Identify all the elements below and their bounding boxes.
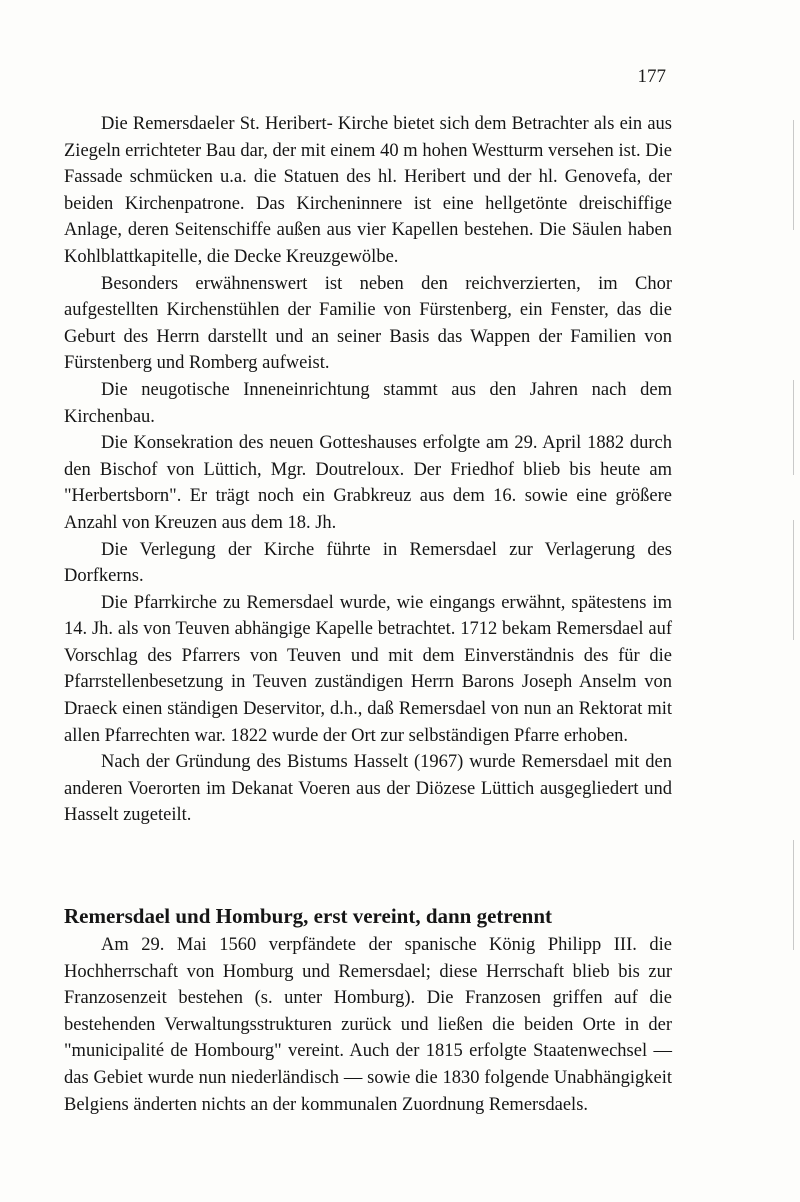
body-text [64,111,672,829]
paragraph: Die neugotische Inneneinrichtung stammt aus den Jahren nach dem Kirchenbau. [64,379,672,427]
scan-edge-line [793,840,794,950]
scan-edge-line [793,520,794,640]
paragraph: Am 29. Mai 1560 verpfändete der spanische König Philipp III. die Hochherrschaft von Homburg und Remersdael; diese Herrschaft blieb bis zur Franzosenzeit bestehen (s. unter Homburg). Die Franzosen griffen auf die bestehenden Verwaltungsstrukturen zurück und ließen die beiden Orte in der "municipalité de Hombourg" vereint. Auch der 1815 erfolgte Staatenwechsel — das Gebiet wurde nun niederländisch — sowie die 1830 folgende Unabhängigkeit Belgiens änderten nichts an der kommunalen Zuordnung Remersdaels. [64,935,672,1115]
scan-edge-line [793,120,794,230]
paragraph: Nach der Gründung des Bistums Hasselt (1967) wurde Remersdael mit den anderen Voerorten im Dekanat Voeren aus der Diözese Lüttich ausgegliedert und Hasselt zugeteilt. [64,752,672,826]
page-number: 177 [637,66,666,87]
section-heading: Remersdael und Homburg, erst vereint, dann getrennt [64,904,553,928]
paragraph: Die Verlegung der Kirche führte in Remersdael zur Verlagerung des Dorfkerns. [64,539,672,587]
scan-edge-line [793,380,794,475]
paragraph: Besonders erwähnenswert ist neben den reichverzierten, im Chor aufgestellten Kirchenstühlen der Familie von Fürstenberg, ein Fenster, das die Geburt des Herrn darstellt und an seiner Basis das Wappen der Familien von Fürstenberg und Romberg aufweist. [64,273,672,374]
paragraph: Die Remersdaeler St. Heribert- Kirche bietet sich dem Betrachter als ein aus Ziegeln errichteter Bau dar, der mit einem 40 m hohen Westturm versehen ist. Die Fassade schmücken u.a. die Statuen des hl. Heribert und der hl. Genovefa, der beiden Kirchenpatrone. Das Kircheninnere ist eine hellgetönte dreischiffige Anlage, deren Seitenschiffe außen aus vier Kapellen bestehen. Die Säulen haben Kohlblattkapitelle, die Decke Kreuzgewölbe. [64,114,672,267]
paragraph: Die Pfarrkirche zu Remersdael wurde, wie eingangs erwähnt, spätestens im 14. Jh. als von Teuven abhängige Kapelle betrachtet. 1712 bekam Remersdael auf Vorschlag des Pfarrers von Teuven und mit dem Einverständnis des für die Pfarrstellenbesetzung in Teuven zuständigen Herrn Barons Joseph Anselm von Draeck einen ständigen Deservitor, d.h., daß Remersdael von nun an Rektorat mit allen Pfarrechten war. 1822 wurde der Ort zur selbständigen Pfarre erhoben. [64,592,672,746]
section-body-text [64,932,672,1118]
paragraph: Die Konsekration des neuen Gotteshauses erfolgte am 29. April 1882 durch den Bischof von Lüttich, Mgr. Doutreloux. Der Friedhof blieb bis heute am "Herbertsborn". Er trägt noch ein Grabkreuz aus dem 16. sowie eine größere Anzahl von Kreuzen aus dem 18. Jh. [64,433,672,533]
